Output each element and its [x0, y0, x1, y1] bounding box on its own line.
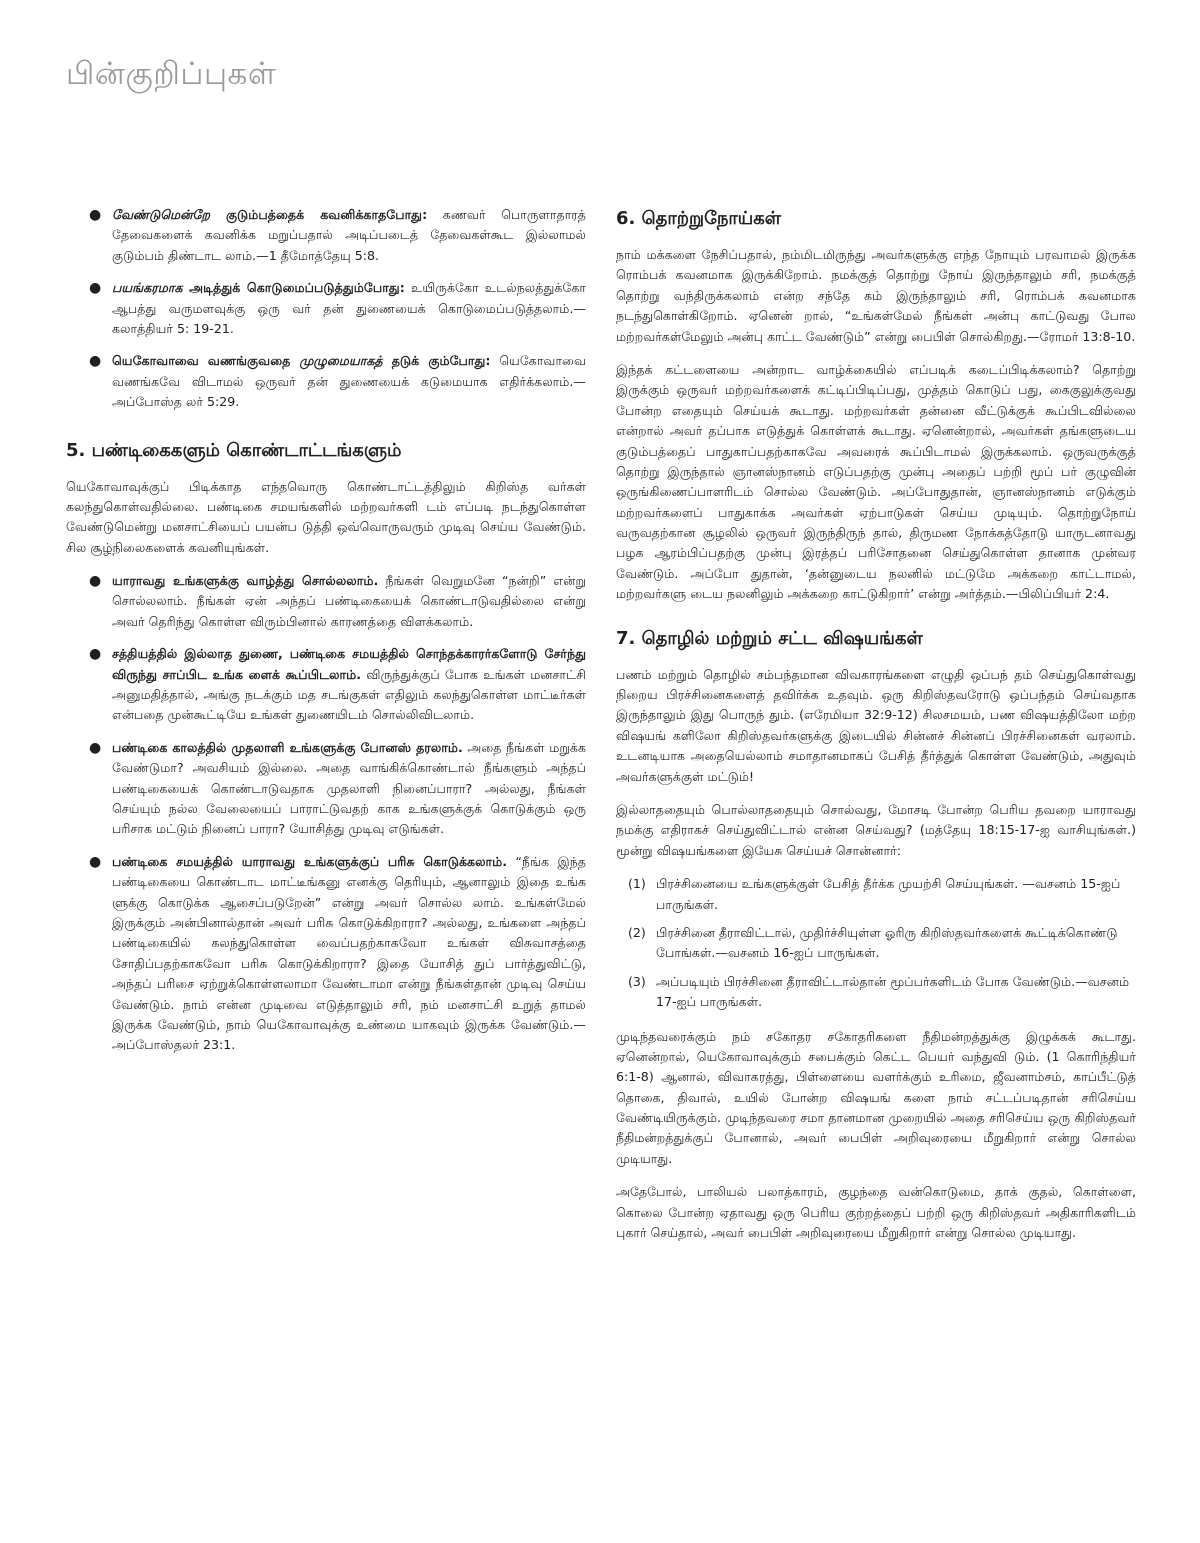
bullet-icon: ● — [89, 573, 102, 590]
section-7-heading: 7. தொழில் மற்றும் சட்ட விஷயங்கள் — [616, 627, 923, 649]
right-column — [616, 205, 1136, 1256]
bullet-icon: ● — [89, 207, 102, 223]
section-7-paragraph: அதேபோல், பாலியல் பலாத்காரம், குழந்தை வன்கொடுமை, தாக் குதல், கொள்ளை, கொலை போன்ற ஏதாவது ஒரு பெரிய குற்றத்தைப் பற்றி ஒரு கிறிஸ்தவர் அதிகாரிகளிடம் புகார் செய்தால், அவர் பைபிள் அறிவுரையை மீறுகிறார் என்று சொல்ல முடியாது. — [616, 1184, 1136, 1241]
list-item: ● பண்டிகை சமயத்தில் யாராவது உங்களுக்குப் பரிசு கொடுக்கலாம். “நீங்க இந்த பண்டிகையை கொண்டாட மாட்டீங்கனு எனக்கு தெரியும், ஆனாலும் இதை உங்க ளுக்கு கொடுக்க ஆசைப்படுறேன்” என்று அவர் சொல்ல லாம். உங்கள்மேல் இருக்கும் அன்பினால்தான் அவர் பரிசு கொடுக்கிறாரா? அல்லது, உங்களை அந்தப் பண்டிகையில் கலந்துகொள்ள வைப்பதற்காகவோ உங்கள் விசுவாசத்தை சோதிப்பதற்காகவோ பரிசு கொடுக்கிறாரா? இதை யோசித் துப் பார்த்துவிட்டு, அந்தப் பரிசை ஏற்றுக்கொள்ளலாமா வேண்டாமா என்று நீங்கள்தான் முடிவு செய்ய வேண்டும். நாம் என்ன முடிவை எடுத்தாலும் சரி, நம் மனசாட்சி உறுத் தாமல் இருக்க வேண்டும், நாம் யெகோவாவுக்கு உண்மை யாகவும் இருக்க வேண்டும்.—அப்போஸ்தலர் 23:1. — [89, 853, 586, 1053]
list-item: ● யெகோவாவை வணங்குவதை முழுமையாகத் தடுக் கும்போது: யெகோவாவை வணங்கவே விடாமல் ஒருவர் தன் துணையைக் கடுமையாக எதிர்க்கலாம்.—அப்போஸ்த லர் 5:29. — [89, 353, 586, 410]
section-6-paragraph: இந்தக் கட்டளையை அன்றாட வாழ்க்கையில் எப்படிக் கடைப்பிடிக்கலாம்? தொற்று இருக்கும் ஒருவர் மற்றவர்களைக் கட்டிப்பிடிப்பது, முத்தம் கொடுப் பது, கைகுலுக்குவது போன்ற எதையும் செய்யக் கூடாது. மற்றவர்கள் தன்னை வீட்டுக்குக் கூப்பிடவில்லை என்றால் அவர் தப்பாக எடுத்துக் கொள்ளக் கூடாது. ஏனென்றால், அவர்கள் தங்களுடைய குடும்பத்தைப் பாதுகாப்பதற்காகவே அவரைக் கூப்பிடாமல் இருக்கலாம். ஒருவருக்குத் தொற்று இருந்தால் ஞானஸ்நானம் எடுப்பதற்கு முன்பு அதைப் பற்றி மூப் பர் குழுவின் ஒருங்கிணைப்பாளரிடம் சொல்ல வேண்டும். அப்போதுதான், ஞானஸ்நானம் எடுக்கும் மற்றவர்களைப் பாதுகாக்க அவர்கள் ஏற்பாடுகள் செய்ய முடியும். தொற்றுநோய் வருவதற்கான சூழலில் ஒருவர் இருந்திருந் தால், திருமண நோக்கத்தோடு யாருடனாவது பழக ஆரம்பிப்பதற்கு முன்பு இரத்தப் பரிசோதனை செய்துகொள்ள தானாக முன்வர வேண்டும். அப்போ துதான், ‘தன்னுடைய நலனில் மட்டுமே அக்கறை காட்டாமல், மற்றவர்களு டைய நலனிலும் அக்கறை காட்டுகிறார்’ என்று அர்த்தம்.—பிலிப்பியர் 2:4. — [616, 361, 1136, 602]
list-item — [628, 972, 1136, 1013]
step-text: பிரச்சினையை உங்களுக்குள் பேசித் தீர்க்க முயற்சி செய்யுங்கள். —வசனம் 15-ஐப் பாருங்கள். — [656, 876, 1121, 912]
step-text: அப்படியும் பிரச்சினை தீராவிட்டால்தான் மூப்பர்களிடம் போக வேண்டும்.—வசனம் 17-ஐப் பாருங்கள். — [656, 973, 1130, 1010]
list-item: ● யாராவது உங்களுக்கு வாழ்த்து சொல்லலாம். நீங்கள் வெறுமனே “நன்றி” என்று சொல்லலாம். நீங்கள் ஏன் அந்தப் பண்டிகையைக் கொண்டாடுவதில்லை என்று அவர் தெரிந்து கொள்ள விரும்பினால் காரணத்தை விளக்கலாம். — [89, 573, 586, 629]
section-7-paragraph: பணம் மற்றும் தொழில் சம்பந்தமான விவகாரங்களை எழுதி ஒப்பந் தம் செய்துகொள்வது நிறைய பிரச்சினைகளைத் தவிர்க்க உதவும். ஒரு கிறிஸ்தவரோடு ஒப்பந்தம் செய்வதாக இருந்தாலும் இது பொருந் தும். (எரேமியா 32:9-12) சிலசமயம், பண விஷயத்திலோ மற்ற விஷயங் களிலோ கிறிஸ்தவர்களுக்கு இடையில் சின்னச் சின்னப் பிரச்சினைகள் வரலாம். உடனடியாக அதையெல்லாம் சமாதானமாகப் பேசித் தீர்த்துக் கொள்ள வேண்டும், அதுவும் அவர்களுக்குள் மட்டும்! — [616, 666, 1136, 784]
list-item: ● சத்தியத்தில் இல்லாத துணை, பண்டிகை சமயத்தில் சொந்தக்காரர்களோடு சேர்ந்து விருந்து சாப்பிட உங்க ளைக் கூப்பிடலாம். விருந்துக்குப் போக உங்கள் மனசாட்சி அனுமதித்தால், அங்கு நடக்கும் மத சடங்குகள் எதிலும் கலந்துகொள்ள மாட்டீர்கள் என்பதை முன்கூட்டியே உங்கள் துணையிடம் சொல்லிவிடலாம். — [89, 646, 586, 723]
list-item — [628, 923, 1136, 964]
step-number: (3) — [628, 973, 646, 989]
steps-list — [616, 874, 1136, 1012]
bullet-list-top — [66, 205, 586, 413]
left-column — [66, 205, 586, 1076]
bullet-icon: ● — [89, 739, 102, 756]
bullet-list-section-5 — [66, 571, 586, 1056]
step-number: (1) — [628, 876, 646, 892]
section-6-paragraph: நாம் மக்களை நேசிப்பதால், நம்மிடமிருந்து அவர்களுக்கு எந்த நோயும் பரவாமல் இருக்க ரொம்பக் கவனமாக இருக்கிறோம். நமக்குத் தொற்று நோய் இருந்தாலும் சரி, நமக்குத் தொற்று வந்திருக்கலாம் என்ற சந்தே கம் இருந்தாலும் சரி, ரொம்பக் கவனமாக நடந்துகொள்கிறோம். ஏனென் றால், “உங்கள்மேல் நீங்கள் அன்பு காட்டுவது போல மற்றவர்கள்மேலும் அன்பு காட்ட வேண்டும்” என்று பைபிள் சொல்கிறது.—ரோமர் 13:8-10. — [616, 247, 1136, 344]
list-item: ● வேண்டுமென்றே குடும்பத்தைக் கவனிக்காதபோது: கணவர் பொருளாதாரத் தேவைகளைக் கவனிக்க மறுப்பதால் அடிப்படைத் தேவைகள்கூட இல்லாமல் குடும்பம் திண்டாட லாம்.—1 தீமோத்தேயு 5:8. — [89, 207, 586, 263]
section-5-heading: 5. பண்டிகைகளும் கொண்டாட்டங்களும் — [66, 439, 402, 461]
section-7-paragraph: இல்லாததையும் பொல்லாததையும் சொல்வது, மோசடி போன்ற பெரிய தவறை யாராவது நமக்கு எதிராகச் செய்துவிட்டால் என்ன செய்வது? (மத்தேயு 18:15-17-ஐ வாசியுங்கள்.) மூன்று விஷயங்களை இயேசு செய்யச் சொன்னார்: — [616, 801, 1136, 858]
section-7-paragraph: முடிந்தவரைக்கும் நம் சகோதர சகோதரிகளை நீதிமன்றத்துக்கு இழுக்கக் கூடாது. ஏனென்றால், யெகோவாவுக்கும் சபைக்கும் கெட்ட பெயர் வந்துவி டும். (1 கொரிந்தியர் 6:1-8) ஆனால், விவாகரத்து, பிள்ளையை வளர்க்கும் உரிமை, ஜீவனாம்சம், காப்பீட்டுத் தொகை, திவால், உயில் போன்ற விஷயங் களை நாம் சட்டப்படிதான் சரிசெய்ய வேண்டியிருக்கும். முடிந்தவரை சமா தானமான முறையில் அதை சரிசெய்ய ஒரு கிறிஸ்தவர் நீதிமன்றத்துக்குப் போனால், அவர் பைபிள் அறிவுரையை மீறுகிறார் என்று சொல்ல முடியாது. — [616, 1028, 1136, 1166]
step-number: (2) — [628, 924, 646, 940]
list-item: ● பயங்கரமாக அடித்துக் கொடுமைப்படுத்தும்போது: உயிருக்கோ உடல்நலத்துக்கோ ஆபத்து வருமளவுக்கு ஒரு வர் தன் துணையைக் கொடுமைப்படுத்தலாம்.—கலாத்தியர் 5: 19-21. — [89, 280, 587, 336]
step-text: பிரச்சினை தீராவிட்டால், முதிர்ச்சியுள்ள ஓரிரு கிறிஸ்தவர்களைக் கூட்டிக்கொண்டு போங்கள்.—வசனம் 16-ஐப் பாருங்கள். — [656, 924, 1118, 961]
list-item: ● பண்டிகை காலத்தில் முதலாளி உங்களுக்கு போனஸ் தரலாம். அதை நீங்கள் மறுக்க வேண்டுமா? அவசியம் இல்லை. அதை வாங்கிக்கொண்டால் நீங்களும் அந்தப் பண்டிகையைக் கொண்டாடுவதாக முதலாளி நினைப்பாரா? அல்லது, நீங்கள் செய்யும் நல்ல வேலையைப் பாராட்டுவதற் காக உங்களுக்குக் கொடுக்கும் ஒரு பரிசாக மட்டும் நினைப் பாரா? யோசித்து முடிவு எடுங்கள். — [89, 739, 587, 837]
section-6-heading: 6. தொற்றுநோய்கள் — [616, 208, 781, 229]
section-5-intro: யெகோவாவுக்குப் பிடிக்காத எந்தவொரு கொண்டாட்டத்திலும் கிறிஸ்த வர்கள் கலந்துகொள்வதில்லை. பண்டிகை சமயங்களில் மற்றவர்களி டம் எப்படி நடந்துகொள்ள வேண்டுமென்று மனசாட்சியைப் பயன்ப டுத்தி ஒவ்வொருவரும் முடிவு செய்ய வேண்டும். சில சூழ்நிலைகளைக் கவனியுங்கள். — [66, 478, 586, 555]
bullet-icon: ● — [89, 280, 102, 297]
bullet-icon: ● — [89, 353, 102, 370]
bullet-icon: ● — [89, 853, 102, 870]
bullet-icon: ● — [89, 646, 102, 663]
running-head: பின்குறிப்புகள் — [66, 56, 277, 92]
list-item — [628, 874, 1136, 915]
